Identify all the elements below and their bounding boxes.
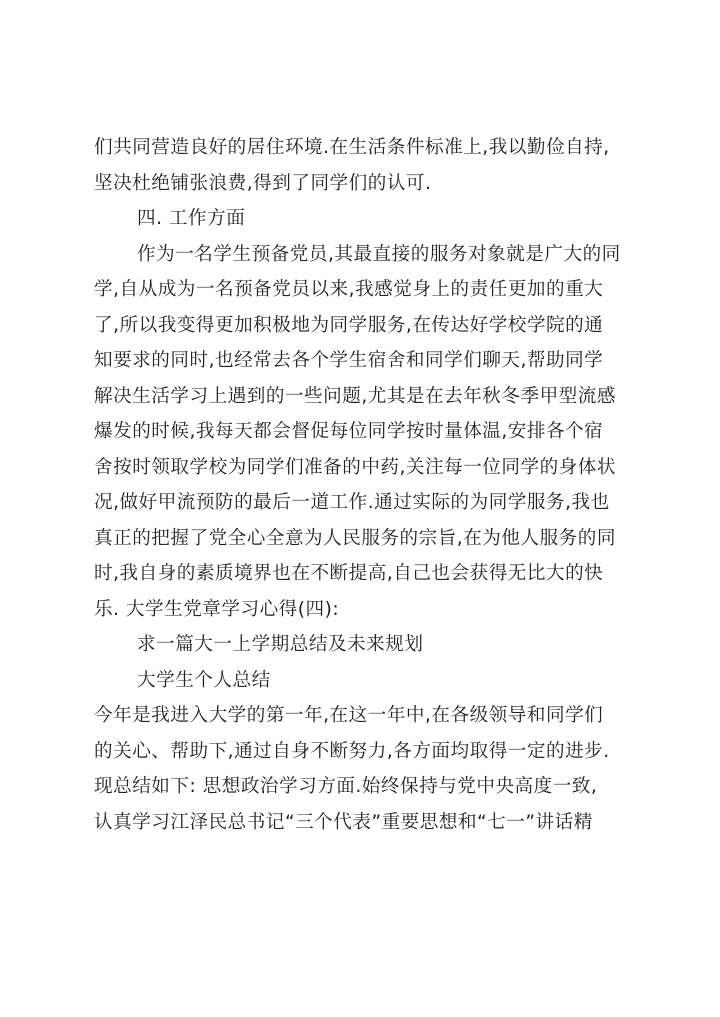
text-line: 了,所以我变得更加积极地为同学服务,在传达好学校学院的通 bbox=[94, 314, 604, 336]
text-line: 认真学习江泽民总书记“三个代表”重要思想和“七一”讲话精 bbox=[94, 811, 593, 833]
text-line: 今年是我进入大学的第一年,在这一年中,在各级领导和同学们 bbox=[94, 705, 604, 726]
text-line: 舍按时领取学校为同学们准备的中药,关注每一位同学的身体状 bbox=[94, 456, 616, 478]
text-line: 的关心、帮助下,通过自身不断努力,各方面均取得一定的进步. bbox=[94, 740, 610, 762]
text-line: 知要求的同时,也经常去各个学生宿舍和同学们聊天,帮助同学 bbox=[94, 350, 604, 371]
text-line: 时,我自身的素质境界也在不断提高,自己也会获得无比大的快 bbox=[94, 563, 604, 584]
text-line: 坚决杜绝铺张浪费,得到了同学们的认可. bbox=[94, 172, 432, 194]
body-text bbox=[94, 130, 634, 840]
text-line: 真正的把握了党全心全意为人民服务的宗旨,在为他人服务的同 bbox=[94, 527, 616, 549]
text-line: 现总结如下: 思想政治学习方面.始终保持与党中央高度一致, bbox=[94, 776, 598, 797]
text-line: 况,做好甲流预防的最后一道工作.通过实际的为同学服务,我也 bbox=[94, 492, 610, 513]
text-line: 解决生活学习上遇到的一些问题,尤其是在去年秋冬季甲型流感 bbox=[94, 385, 616, 407]
text-line: 们共同营造良好的居住环境.在生活条件标准上,我以勤俭自持, bbox=[94, 137, 610, 158]
text-line: 乐. 大学生党章学习心得(四): bbox=[94, 598, 340, 620]
text-line: 作为一名学生预备党员,其最直接的服务对象就是广大的同 bbox=[137, 243, 621, 265]
text-line: 大学生个人总结 bbox=[137, 669, 271, 691]
text-line: 爆发的时候,我每天都会督促每位同学按时量体温,安排各个宿 bbox=[94, 421, 604, 442]
text-line: 学,自从成为一名预备党员以来,我感觉身上的责任更加的重大 bbox=[94, 279, 604, 300]
text-line: 四. 工作方面 bbox=[137, 208, 246, 229]
text-line: 求一篇大一上学期总结及未来规划 bbox=[137, 634, 424, 655]
